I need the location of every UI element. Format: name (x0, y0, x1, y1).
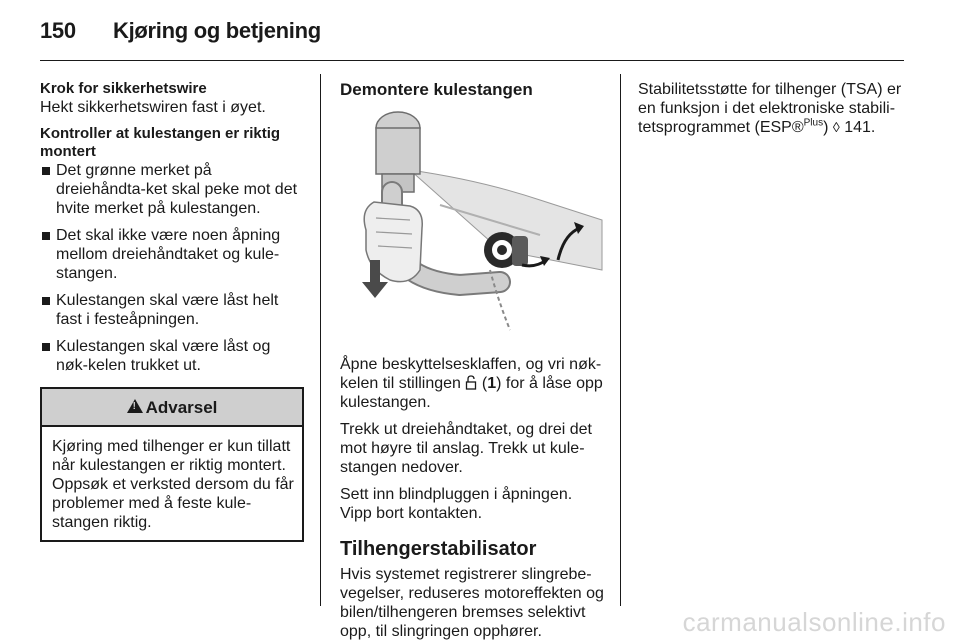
section-heading: Demontere kulestangen (340, 80, 533, 99)
step-insert-plug: Sett inn blindpluggen i åpningen. Vipp bort kontakten. (340, 486, 573, 522)
plus-superscript: Plus (803, 117, 824, 129)
paren-open: ( (481, 375, 488, 392)
tsa-paragraph (638, 80, 904, 137)
tsa-text-close: ) (823, 119, 829, 136)
hook-heading: Krok for sikkerhetswire (40, 80, 207, 97)
watermark: carmanualsonline.info (682, 607, 946, 637)
column-divider-1 (320, 74, 321, 606)
list-item: Kulestangen skal være låst helt fast i festeåpningen. (40, 291, 304, 329)
warning-header (42, 389, 302, 427)
check-list (40, 161, 304, 375)
stabilizer-heading: Tilhengerstabilisator (340, 538, 537, 560)
page-reference-icon: ◊ (832, 119, 840, 135)
column-2 (340, 80, 604, 641)
column-3 (638, 80, 904, 137)
warning-text: Kjøring med tilhenger er kun tillatt når kulestangen er riktig montert. Oppsøk et verksted dersom du får problemer med å feste kule-stangen riktig. (52, 438, 294, 531)
unlock-icon (465, 375, 477, 390)
check-heading: Kontroller at kulestangen er riktig montert (40, 125, 281, 160)
column-1 (40, 80, 304, 542)
column-divider-2 (620, 74, 621, 606)
list-item: Det grønne merket på dreiehåndta-ket skal peke mot det hvite merket på kulestangen. (40, 161, 304, 218)
warning-box (40, 387, 304, 542)
page-title: Kjøring og betjening (113, 18, 321, 43)
list-item: Kulestangen skal være låst og nøk-kelen trukket ut. (40, 337, 304, 375)
step-open-flap-text: Åpne beskyttelsesklaffen, og vri nøk-kelen til stillingen (340, 356, 602, 392)
header-rule (40, 60, 904, 61)
step-open-flap (340, 355, 604, 412)
warning-icon (127, 399, 143, 413)
warning-title: Advarsel (145, 397, 218, 417)
position-number: 1 (487, 375, 497, 392)
page-number: 150 (40, 18, 76, 43)
stabilizer-text: Hvis systemet registrerer slingrebe-vegelser, reduseres motoreffekten og bilen/tilhengeren bremses selektivt opp, til slingringen opphører. (340, 566, 604, 640)
page-reference[interactable]: 141. (844, 119, 876, 136)
towbar-removal-illustration (340, 110, 604, 338)
step-open-flap-tail: ) for å låse opp kulestangen. (340, 375, 603, 411)
tsa-text: Stabilitetsstøtte for tilhenger (TSA) er en funksjon i det elektroniske stabili-tetsprogrammet (ESP® (638, 81, 902, 136)
list-item: Det skal ikke være noen åpning mellom dreiehåndtaket og kule-stangen. (40, 226, 304, 283)
hook-text: Hekt sikkerhetswiren fast i øyet. (40, 99, 266, 116)
step-pull-handle: Trekk ut dreiehåndtaket, og drei det mot høyre til anslag. Trekk ut kule-stangen nedover. (340, 421, 592, 476)
